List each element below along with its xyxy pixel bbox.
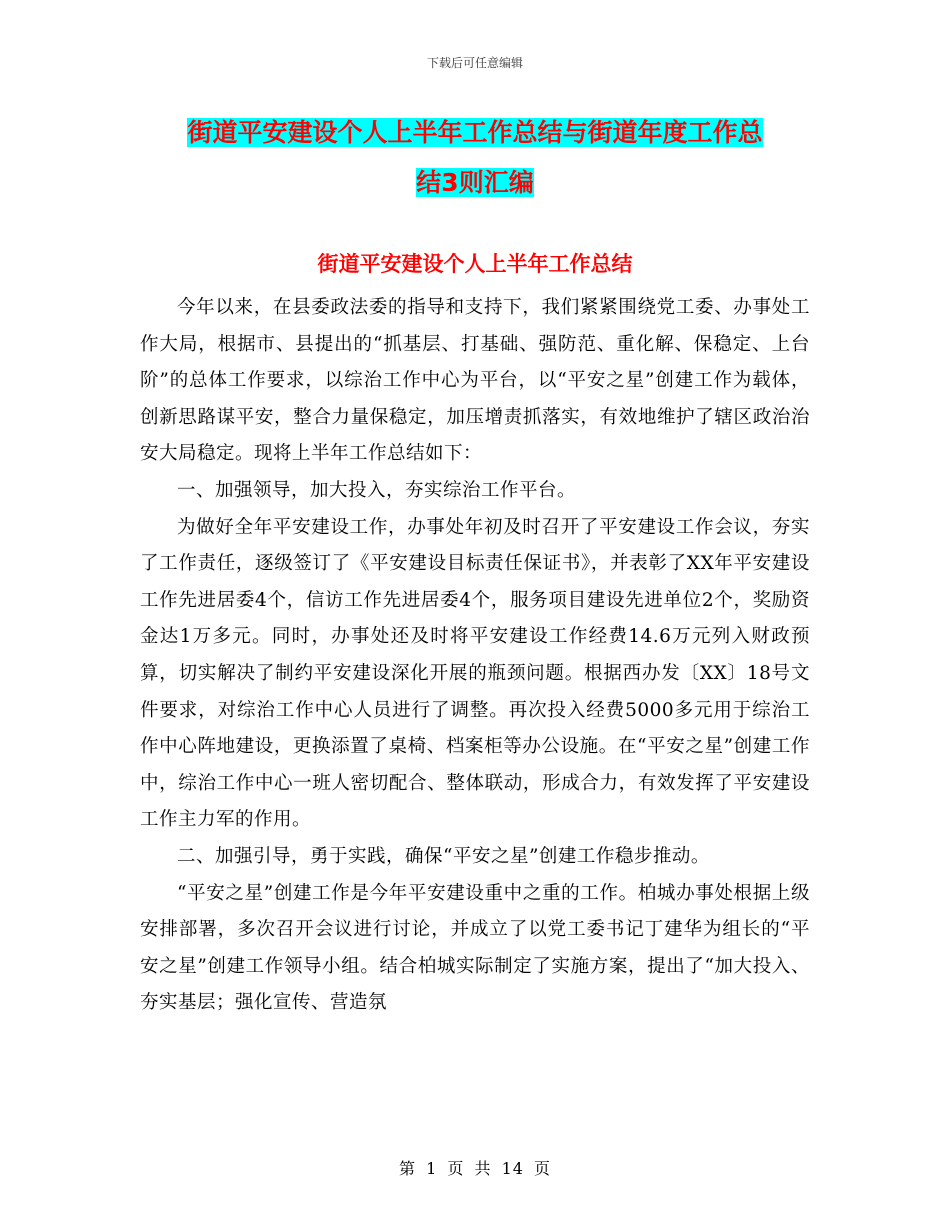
footer-current-page: 1 — [426, 1159, 438, 1178]
paragraph-heading-1: 一、加强领导，加大投入，夯实综治工作平台。 — [177, 479, 577, 501]
section-title: 街道平安建设个人上半年工作总结 — [317, 252, 633, 276]
document-title-line-1: 街道平安建设个人上半年工作总结与街道年度工作总 — [187, 118, 763, 147]
header-note: 下载后可任意编辑 — [426, 56, 523, 70]
document-body — [140, 290, 810, 1022]
footer-label-ye-end: 页 — [534, 1159, 552, 1178]
footer-label-ye: 页 — [447, 1159, 465, 1178]
paragraph-section-2: “平安之星”创建工作是今年平安建设重中之重的工作。柏城办事处根据上级安排部署，多次召开会议进行讨论，并成立了以党工委书记丁建华为组长的“平安之星”创建工作领导小组。结合柏城实际制定了实施方案，提出了“加大投入、夯实基层；强化宣传、营造氛 — [140, 882, 810, 1014]
footer-label-gong: 共 — [474, 1159, 492, 1178]
paragraph-heading-2: 二、加强引导，勇于实践，确保“平安之星”创建工作稳步推动。 — [177, 845, 710, 867]
paragraph-section-1: 为做好全年平安建设工作，办事处年初及时召开了平安建设工作会议，夯实了工作责任，逐级签订了《平安建设目标责任保证书》，并表彰了XX年平安建设工作先进居委4个，信访工作先进居委4个，服务项目建设先进单位2个，奖励资金达1万多元。同时，办事处还及时将平安建设工作经费14.6万元列入财政预算，切实解决了制约平安建设深化开展的瓶颈问题。根据西办发〔XX〕18号文件要求，对综治工作中心人员进行了调整。再次投入经费5000多元用于综治工作中心阵地建设，更换添置了桌椅、档案柜等办公设施。在“平安之星”创建工作中，综治工作中心一班人密切配合、整体联动，形成合力，有效发挥了平安建设工作主力军的作用。 — [140, 516, 810, 831]
document-title-line-2: 结3则汇编 — [416, 168, 534, 197]
footer-label-di: 第 — [398, 1159, 416, 1178]
paragraph-intro: 今年以来，在县委政法委的指导和支持下，我们紧紧围绕党工委、办事处工作大局，根据市、县提出的“抓基层、打基础、强防范、重化解、保稳定、上台阶”的总体工作要求，以综治工作中心为平台，以“平安之星”创建工作为载体，创新思路谋平安，整合力量保稳定，加压增责抓落实，有效地维护了辖区政治治安大局稳定。现将上半年工作总结如下： — [140, 297, 810, 465]
footer-total-pages: 14 — [501, 1159, 524, 1178]
page-footer — [0, 1156, 950, 1179]
document-title — [140, 108, 810, 208]
